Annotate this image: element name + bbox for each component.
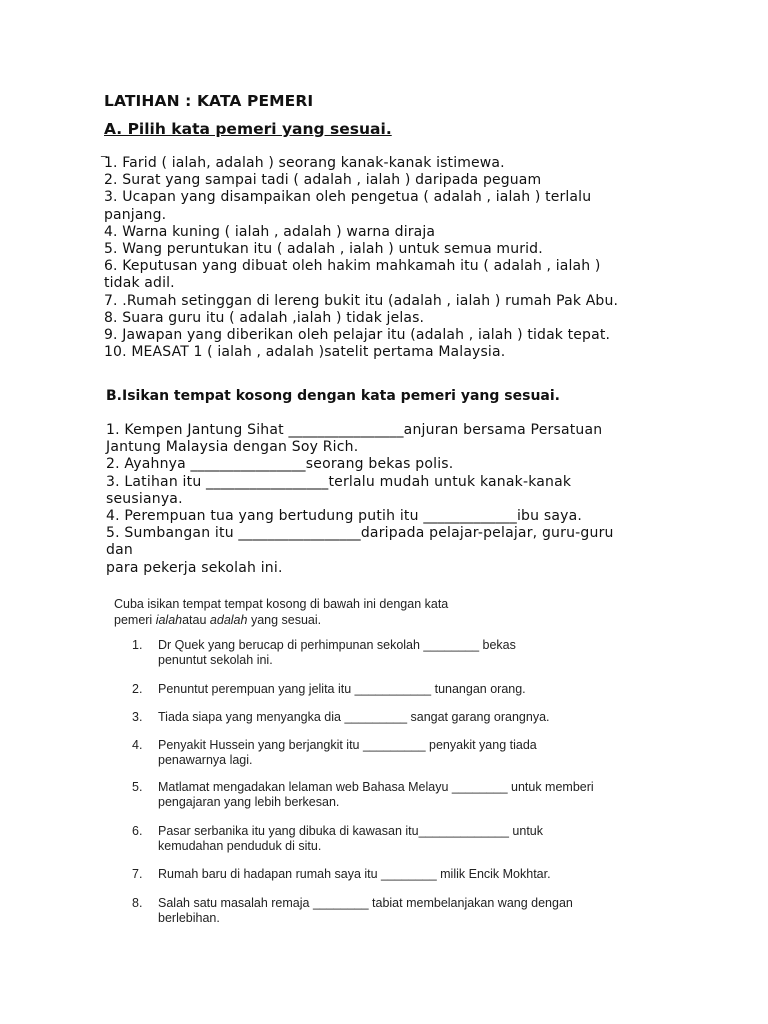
item-text xyxy=(158,824,658,854)
list-item: seusianya. xyxy=(106,490,183,507)
section-b-heading: B.Isikan tempat kosong dengan kata pemeri yang sesuai. xyxy=(106,388,560,404)
list-item: 5. Sumbangan itu _________________daripada pelajar-pelajar, guru-guru xyxy=(106,525,614,542)
instruction-adalah: adalah xyxy=(209,613,248,627)
list-item: 8. Suara guru itu ( adalah ,ialah ) tidak jelas. xyxy=(104,309,425,326)
list-item: 4. Perempuan tua yang bertudung putih itu _____________ibu saya. xyxy=(106,508,583,525)
list-item: 1. Kempen Jantung Sihat ________________anjuran bersama Persatuan xyxy=(106,422,603,438)
list-item: 7. .Rumah setinggan di lereng bukit itu (adalah , ialah ) rumah Pak Abu. xyxy=(104,292,619,309)
item-number: 3. xyxy=(132,710,143,724)
instruction-text: yang sesuai. xyxy=(247,613,322,627)
item-text xyxy=(158,638,658,668)
list-item: panjang. xyxy=(104,206,167,223)
instruction-text: atau xyxy=(182,613,210,627)
item-line: penuntut sekolah ini. xyxy=(158,653,273,667)
list-item: 1. Farid ( ialah, adalah ) seorang kanak-kanak istimewa. xyxy=(104,155,505,171)
instruction-line: Cuba isikan tempat tempat kosong di bawah ini dengan kata xyxy=(114,597,449,611)
section-c-instructions xyxy=(114,596,634,628)
list-item: 9. Jawapan yang diberikan oleh pelajar itu (adalah , ialah ) tidak tepat. xyxy=(104,327,611,344)
instruction-text: pemeri xyxy=(114,613,156,627)
item-line: Salah satu masalah remaja ________ tabiat membelanjakan wang dengan xyxy=(158,896,573,910)
item-line: penawarnya lagi. xyxy=(158,753,253,767)
item-line: berlebihan. xyxy=(158,911,220,925)
item-number: 7. xyxy=(132,867,143,881)
stray-dash: _ xyxy=(101,143,107,157)
item-number: 6. xyxy=(132,824,143,838)
list-item: para pekerja sekolah ini. xyxy=(106,559,283,576)
section-a-list xyxy=(104,155,664,361)
item-line: Pasar serbanika itu yang dibuka di kawasan itu_____________ untuk xyxy=(158,824,543,838)
item-line: Penyakit Hussein yang berjangkit itu _________ penyakit yang tiada xyxy=(158,738,537,752)
list-item: dan xyxy=(106,542,133,559)
item-text xyxy=(158,738,658,768)
item-text xyxy=(158,710,658,725)
instruction-ialah: ialah xyxy=(155,613,183,627)
list-item: 4. Warna kuning ( ialah , adalah ) warna diraja xyxy=(104,223,436,240)
item-line: pengajaran yang lebih berkesan. xyxy=(158,795,340,809)
item-text xyxy=(158,896,658,926)
item-line: kemudahan penduduk di situ. xyxy=(158,839,322,853)
item-text xyxy=(158,867,658,882)
list-item: tidak adil. xyxy=(104,275,175,292)
list-item: 6. Keputusan yang dibuat oleh hakim mahkamah itu ( adalah , ialah ) xyxy=(104,258,601,275)
item-text xyxy=(158,780,658,810)
list-item: 2. Surat yang sampai tadi ( adalah , ialah ) daripada peguam xyxy=(104,172,542,189)
item-number: 2. xyxy=(132,682,143,696)
item-text xyxy=(158,682,658,697)
item-number: 5. xyxy=(132,780,143,794)
item-line: Tiada siapa yang menyangka dia _________ sangat garang orangnya. xyxy=(158,710,550,724)
page-title: LATIHAN : KATA PEMERI xyxy=(104,92,314,110)
instruction-line xyxy=(114,612,634,628)
list-item: Jantung Malaysia dengan Soy Rich. xyxy=(106,439,359,456)
item-line: Matlamat mengadakan lelaman web Bahasa Melayu ________ untuk memberi xyxy=(158,780,594,794)
section-a-heading: A. Pilih kata pemeri yang sesuai. xyxy=(104,120,392,138)
item-number: 1. xyxy=(132,638,143,652)
section-b-list xyxy=(106,422,666,577)
list-item: 3. Latihan itu _________________terlalu mudah untuk kanak-kanak xyxy=(106,473,572,490)
item-line: Rumah baru di hadapan rumah saya itu ________ milik Encik Mokhtar. xyxy=(158,867,551,881)
list-item: 3. Ucapan yang disampaikan oleh pengetua ( adalah , ialah ) terlalu xyxy=(104,189,592,206)
list-item: 10. MEASAT 1 ( ialah , adalah )satelit pertama Malaysia. xyxy=(104,344,506,361)
item-number: 8. xyxy=(132,896,143,910)
list-item: 2. Ayahnya ________________seorang bekas polis. xyxy=(106,456,454,473)
item-line: Penuntut perempuan yang jelita itu ___________ tunangan orang. xyxy=(158,682,526,696)
item-line: Dr Quek yang berucap di perhimpunan sekolah ________ bekas xyxy=(158,638,516,652)
item-number: 4. xyxy=(132,738,143,752)
list-item: 5. Wang peruntukan itu ( adalah , ialah ) untuk semua murid. xyxy=(104,241,543,258)
